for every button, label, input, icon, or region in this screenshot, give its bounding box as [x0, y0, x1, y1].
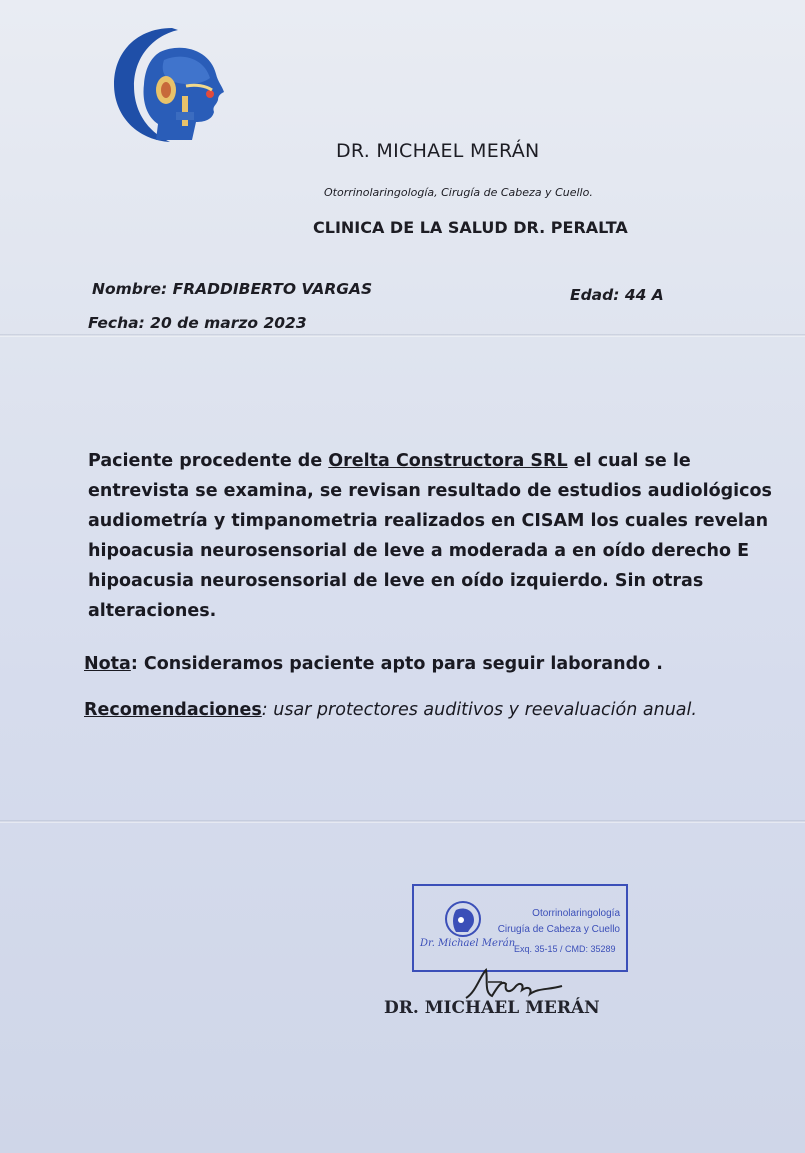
stamp-exequatur: Exq. 35-15 / CMD: 35289: [514, 944, 616, 954]
recommendations-label: Recomendaciones: [84, 700, 262, 720]
company-name: Orelta Constructora SRL: [328, 451, 568, 471]
note-line: [84, 654, 663, 674]
report-intro: Paciente procedente de: [88, 451, 329, 471]
report-findings: el cual se le entrevista se examina, se revisan resultado de estudios audiológicos audiometría y timpanometria realizados en CISAM los cuales revelan hipoacusia neurosensorial de leve a moderada a en oído derecho E hipoacusia neurosensorial de leve en oído izquierdo. Sin otras alteraciones.: [88, 451, 772, 621]
paper-fold-bottom: [0, 820, 805, 823]
clinic-logo-icon: [112, 24, 234, 146]
clinic-name: CLINICA DE LA SALUD DR. PERALTA: [313, 218, 628, 237]
doctor-stamp: [412, 884, 628, 972]
recommendations-text: : usar protectores auditivos y reevaluación anual.: [261, 700, 697, 720]
report-date: Fecha: 20 de marzo 2023: [88, 314, 307, 332]
note-label: Nota: [84, 654, 131, 674]
recommendations-line: [84, 700, 697, 720]
doctor-name: DR. MICHAEL MERÁN: [336, 140, 540, 162]
paper-fold-top: [0, 334, 805, 337]
note-text: : Consideramos paciente apto para seguir laborando .: [130, 654, 663, 674]
stamp-head-icon: [444, 900, 482, 938]
signatory-name: DR. MICHAEL MERÁN: [384, 998, 600, 1018]
patient-name: Nombre: FRADDIBERTO VARGAS: [92, 280, 373, 298]
specialty: Otorrinolaringología, Cirugía de Cabeza y Cuello.: [324, 186, 593, 199]
stamp-specialty-1: Otorrinolaringología: [532, 908, 620, 919]
patient-age: Edad: 44 A: [570, 286, 664, 304]
report-body: [88, 446, 788, 626]
stamp-specialty-2: Cirugía de Cabeza y Cuello: [497, 924, 620, 935]
stamp-signature: Dr. Michael Merán: [420, 938, 516, 949]
